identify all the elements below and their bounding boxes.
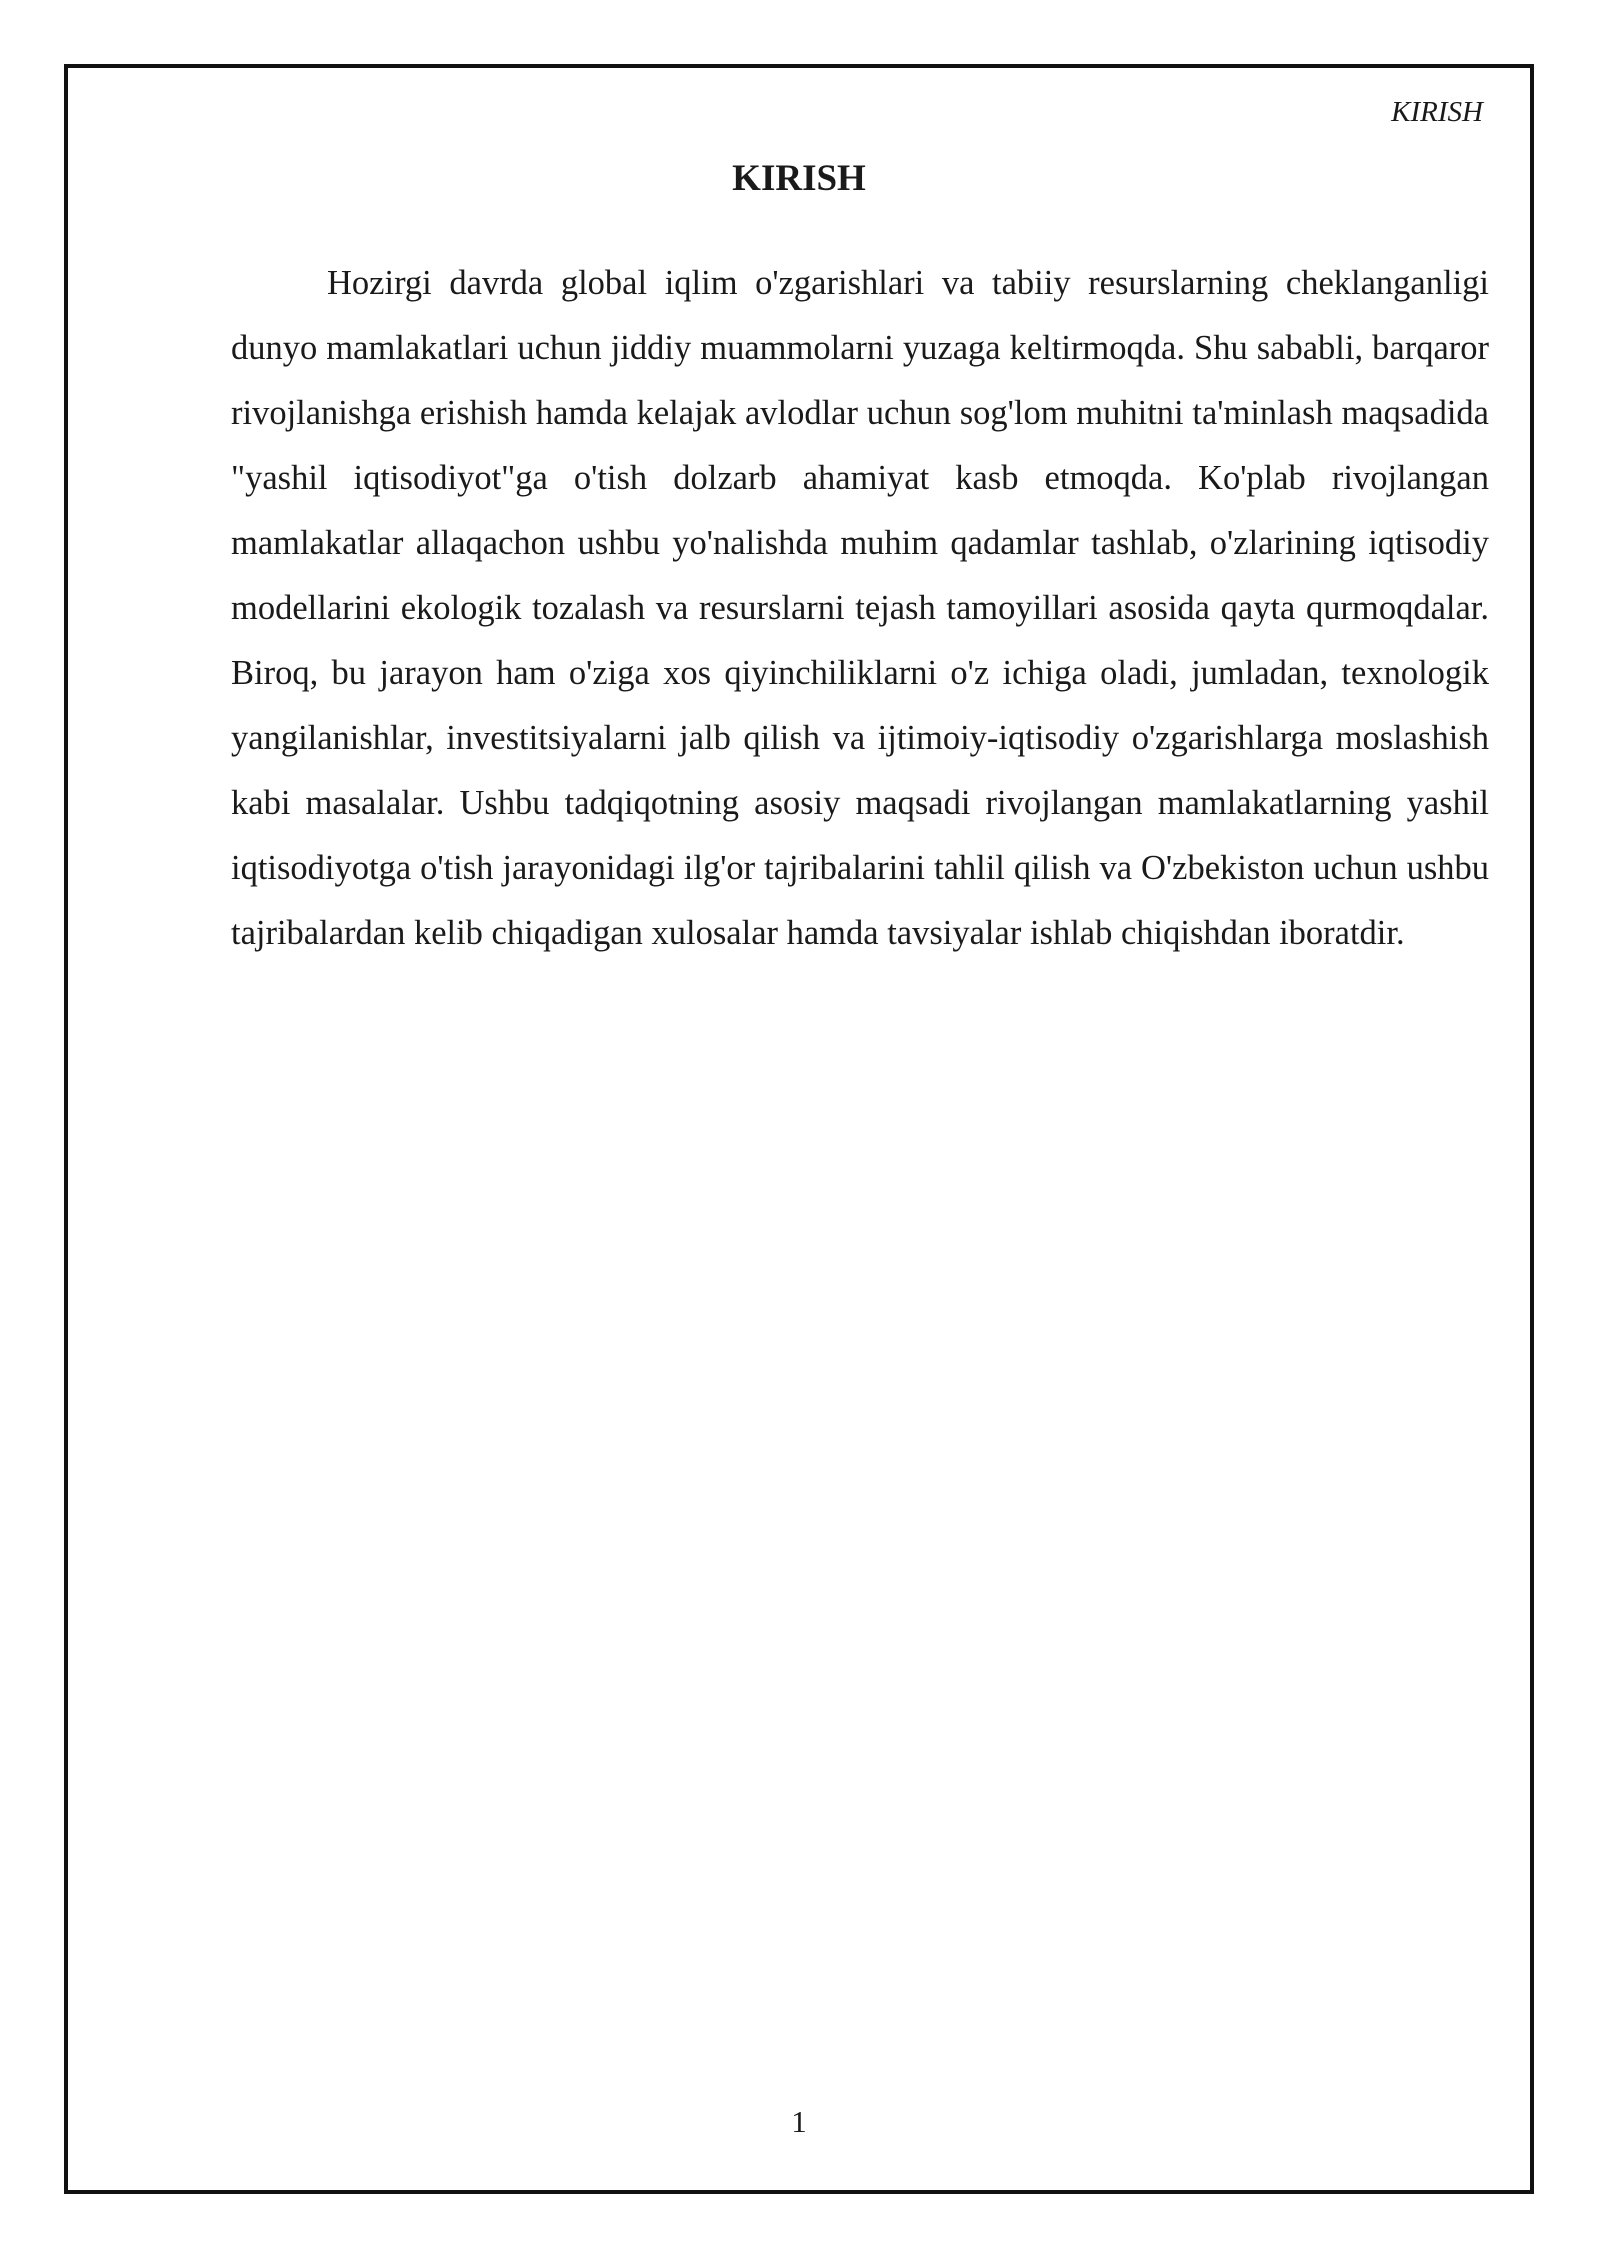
running-header: KIRISH [1391, 96, 1483, 128]
page-border [64, 64, 1534, 2194]
body-paragraph: Hozirgi davrda global iqlim o'zgarishlari va tabiiy resurslarning cheklanganligi dunyo mamlakatlari uchun jiddiy muammolarni yuzaga keltirmoqda. Shu sababli, barqaror rivojlanishga erishish hamda kelajak avlodlar uchun sog'lom muhitni ta'minlash maqsadida "yashil iqtisodiyot"ga o'tish dolzarb ahamiyat kasb etmoqda. Ko'plab rivojlangan mamlakatlar allaqachon ushbu yo'nalishda muhim qadamlar tashlab, o'zlarining iqtisodiy modellarini ekologik tozalash va resurslarni tejash tamoyillari asosida qayta qurmoqdalar. Biroq, bu jarayon ham o'ziga xos qiyinchiliklarni o'z ichiga oladi, jumladan, texnologik yangilanishlar, investitsiyalarni jalb qilish va ijtimoiy-iqtisodiy o'zgarishlarga moslashish kabi masalalar. Ushbu tadqiqotning asosiy maqsadi rivojlangan mamlakatlarning yashil iqtisodiyotga o'tish jarayonidagi ilg'or tajribalarini tahlil qilish va O'zbekiston uchun ushbu tajribalardan kelib chiqadigan xulosalar hamda tavsiyalar ishlab chiqishdan iboratdir. [231, 264, 1489, 952]
page-number: 1 [791, 2104, 807, 2139]
page-title: KIRISH [732, 158, 866, 199]
